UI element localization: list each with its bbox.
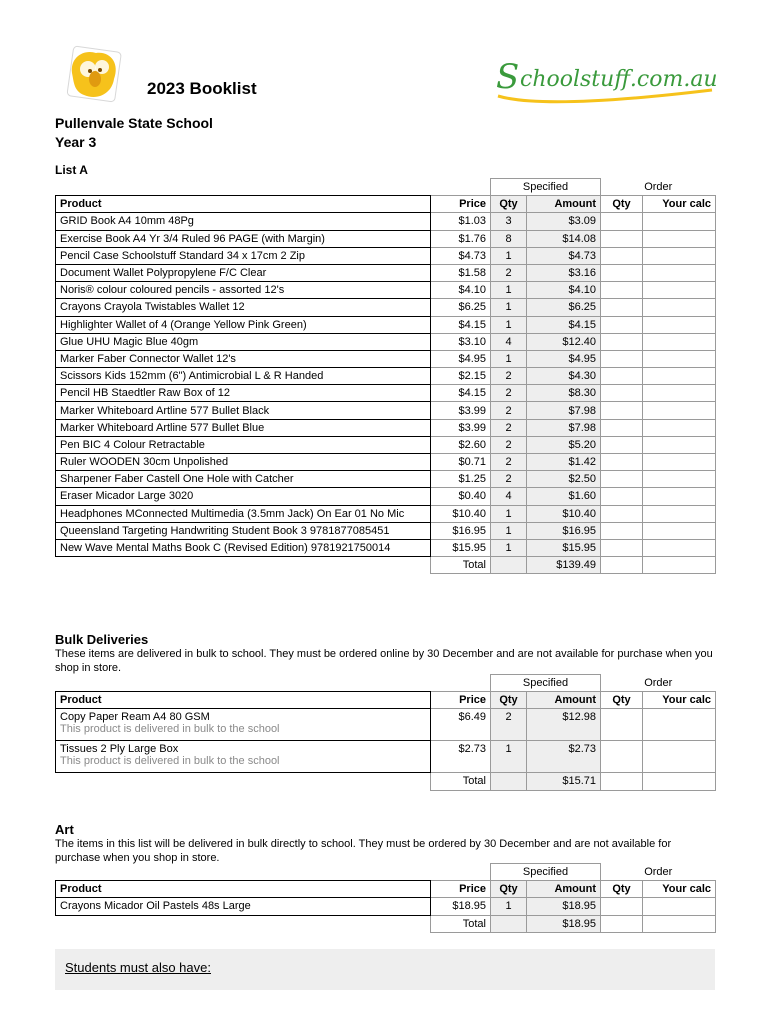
product-cell (56, 368, 431, 385)
order-qty-input[interactable] (601, 488, 643, 505)
total-amount: $139.49 (527, 557, 601, 574)
price-cell: $1.58 (431, 264, 491, 281)
price-column-header: Price (431, 196, 491, 213)
product-name: Eraser Micador Large 3020 (60, 490, 194, 503)
svg-text:S: S (496, 57, 520, 97)
price-cell: $16.95 (431, 522, 491, 539)
product-cell (56, 488, 431, 505)
order-qty-input[interactable] (601, 316, 643, 333)
qty-cell: 1 (491, 316, 527, 333)
group-header-row (56, 179, 716, 196)
amount-cell: $18.95 (527, 898, 601, 915)
your-calc-input[interactable] (643, 741, 716, 773)
order-qty-input[interactable] (601, 213, 643, 230)
order-qty-input[interactable] (601, 350, 643, 367)
product-cell (56, 898, 431, 915)
table-row (56, 539, 716, 556)
your-calc-input[interactable] (643, 350, 716, 367)
blank-cell (491, 557, 527, 574)
amount-column-header: Amount (527, 196, 601, 213)
schoolstuff-logo (492, 52, 720, 104)
your-calc-input[interactable] (643, 488, 716, 505)
amount-cell: $8.30 (527, 385, 601, 402)
your-calc-total-input[interactable] (643, 557, 716, 574)
price-cell: $0.71 (431, 454, 491, 471)
price-cell: $6.25 (431, 299, 491, 316)
price-cell: $4.10 (431, 282, 491, 299)
blank-cell (56, 864, 431, 881)
order-qty-input[interactable] (601, 402, 643, 419)
table-row (56, 213, 716, 230)
order-qty-input[interactable] (601, 247, 643, 264)
order-total-input[interactable] (601, 773, 643, 790)
order-header: Order (644, 180, 673, 193)
product-cell (56, 402, 431, 419)
amount-cell: $3.16 (527, 264, 601, 281)
product-cell (56, 505, 431, 522)
price-cell: $2.60 (431, 436, 491, 453)
product-name: Headphones MConnected Multimedia (3.5mm Jack) On Ear 01 No Mic (60, 507, 405, 520)
your-calc-input[interactable] (643, 299, 716, 316)
product-cell (56, 419, 431, 436)
price-cell: $4.73 (431, 247, 491, 264)
product-name: Queensland Targeting Handwriting Student Book 3 9781877085451 (60, 524, 390, 537)
product-name: Marker Whiteboard Artline 577 Bullet Blue (60, 421, 265, 434)
qty-cell: 2 (491, 264, 527, 281)
price-cell: $4.95 (431, 350, 491, 367)
amount-cell: $12.98 (527, 709, 601, 741)
bulk-deliveries-title: Bulk Deliveries (55, 632, 149, 647)
total-row (56, 915, 716, 932)
qty-cell: 1 (491, 741, 527, 773)
amount-cell: $7.98 (527, 419, 601, 436)
table-row (56, 368, 716, 385)
order-qty-input[interactable] (601, 264, 643, 281)
product-name: Pen BIC 4 Colour Retractable (60, 438, 205, 451)
product-cell (56, 385, 431, 402)
product-cell (56, 471, 431, 488)
table-row (56, 350, 716, 367)
students-must-also-have-label: Students must also have: (65, 960, 211, 975)
product-name: Crayons Crayola Twistables Wallet 12 (60, 301, 245, 314)
your-calc-input[interactable] (643, 709, 716, 741)
your-calc-input[interactable] (643, 522, 716, 539)
price-cell: $2.73 (431, 741, 491, 773)
order-header: Order (644, 676, 673, 689)
table-row (56, 454, 716, 471)
order-qty-input[interactable] (601, 333, 643, 350)
product-cell (56, 264, 431, 281)
amount-cell: $4.15 (527, 316, 601, 333)
price-cell: $3.10 (431, 333, 491, 350)
order-qty-input[interactable] (601, 505, 643, 522)
product-name: Pencil Case Schoolstuff Standard 34 x 17cm 2 Zip (60, 249, 305, 262)
your-calc-input[interactable] (643, 471, 716, 488)
product-column-header: Product (56, 196, 431, 213)
booklist-title: 2023 Booklist (147, 79, 257, 98)
your-calc-total-input[interactable] (643, 915, 716, 932)
product-name: Sharpener Faber Castell One Hole with Catcher (60, 473, 294, 486)
order-qty-input[interactable] (601, 368, 643, 385)
your-calc-input[interactable] (643, 213, 716, 230)
price-cell: $1.03 (431, 213, 491, 230)
qty-cell: 2 (491, 385, 527, 402)
amount-cell: $5.20 (527, 436, 601, 453)
order-qty-input[interactable] (601, 539, 643, 556)
qty-cell: 1 (491, 282, 527, 299)
table-row (56, 282, 716, 299)
table-row (56, 898, 716, 915)
table-row (56, 230, 716, 247)
order-qty-input[interactable] (601, 419, 643, 436)
table-row (56, 264, 716, 281)
table-row (56, 402, 716, 419)
svg-text:choolstuff.com.au: choolstuff.com.au (520, 67, 718, 92)
qty-column-header: Qty (491, 196, 527, 213)
order-total-input[interactable] (601, 557, 643, 574)
product-name: Glue UHU Magic Blue 40gm (60, 335, 199, 348)
product-cell (56, 213, 431, 230)
your-calc-input[interactable] (643, 333, 716, 350)
your-calc-column-header: Your calc (643, 196, 716, 213)
price-cell: $0.40 (431, 488, 491, 505)
order-qty-input[interactable] (601, 522, 643, 539)
amount-cell: $14.08 (527, 230, 601, 247)
blank-cell (56, 773, 431, 790)
price-cell: $3.99 (431, 402, 491, 419)
total-label: Total (431, 773, 491, 790)
product-cell (56, 350, 431, 367)
product-cell (56, 709, 431, 741)
table-row (56, 471, 716, 488)
amount-cell: $4.10 (527, 282, 601, 299)
qty-cell: 2 (491, 436, 527, 453)
total-amount: $15.71 (527, 773, 601, 790)
product-cell (56, 316, 431, 333)
total-row (56, 557, 716, 574)
blank-cell (491, 915, 527, 932)
column-header-row (56, 692, 716, 709)
product-name: Marker Whiteboard Artline 577 Bullet Black (60, 404, 270, 417)
price-cell: $2.15 (431, 368, 491, 385)
price-column-header: Price (431, 881, 491, 898)
total-label: Total (431, 915, 491, 932)
table-row (56, 333, 716, 350)
price-cell: $1.25 (431, 471, 491, 488)
qty-column-header: Qty (491, 881, 527, 898)
product-cell (56, 282, 431, 299)
total-label: Total (431, 557, 491, 574)
amount-cell: $1.42 (527, 454, 601, 471)
qty-cell: 1 (491, 539, 527, 556)
qty-cell: 4 (491, 333, 527, 350)
qty-column-header: Qty (491, 692, 527, 709)
amount-cell: $4.73 (527, 247, 601, 264)
product-name: New Wave Mental Maths Book C (Revised Edition) 9781921750014 (60, 542, 391, 555)
qty-cell: 2 (491, 709, 527, 741)
your-calc-input[interactable] (643, 419, 716, 436)
order-qty-input[interactable] (601, 454, 643, 471)
bulk-delivery-note: This product is delivered in bulk to the school (60, 723, 280, 736)
specified-header: Specified (491, 179, 601, 196)
price-cell: $3.99 (431, 419, 491, 436)
product-column-header: Product (56, 692, 431, 709)
table-row (56, 505, 716, 522)
order-qty-input[interactable] (601, 230, 643, 247)
product-name: Marker Faber Connector Wallet 12's (60, 352, 236, 365)
qty-cell: 8 (491, 230, 527, 247)
product-cell (56, 299, 431, 316)
product-name: Crayons Micador Oil Pastels 48s Large (60, 900, 251, 913)
qty-cell: 2 (491, 454, 527, 471)
qty-cell: 1 (491, 522, 527, 539)
product-name: Highlighter Wallet of 4 (Orange Yellow Pink Green) (60, 318, 307, 331)
total-row (56, 773, 716, 790)
price-cell: $6.49 (431, 709, 491, 741)
order-qty-input[interactable] (601, 741, 643, 773)
table-row (56, 709, 716, 741)
order-qty-input[interactable] (601, 436, 643, 453)
your-calc-column-header: Your calc (643, 881, 716, 898)
amount-cell: $6.25 (527, 299, 601, 316)
amount-cell: $10.40 (527, 505, 601, 522)
group-header-row (56, 864, 716, 881)
qty-cell: 1 (491, 299, 527, 316)
amount-cell: $2.73 (527, 741, 601, 773)
your-calc-input[interactable] (643, 282, 716, 299)
price-column-header: Price (431, 692, 491, 709)
price-cell: $4.15 (431, 385, 491, 402)
blank-cell (431, 179, 491, 196)
product-cell (56, 454, 431, 471)
qty-cell: 1 (491, 350, 527, 367)
table-row (56, 385, 716, 402)
product-cell (56, 247, 431, 264)
school-name: Pullenvale State School (55, 115, 213, 131)
qty-cell: 1 (491, 505, 527, 522)
art-table (55, 863, 716, 933)
your-calc-input[interactable] (643, 316, 716, 333)
specified-header: Specified (491, 675, 601, 692)
your-calc-total-input[interactable] (643, 773, 716, 790)
koala-logo-icon (62, 43, 126, 107)
art-title: Art (55, 822, 74, 837)
table-row (56, 316, 716, 333)
order-qty-column-header: Qty (601, 881, 643, 898)
order-qty-input[interactable] (601, 299, 643, 316)
table-row (56, 247, 716, 264)
product-cell (56, 333, 431, 350)
order-total-input[interactable] (601, 915, 643, 932)
product-cell (56, 741, 431, 773)
bulk-delivery-note: This product is delivered in bulk to the school (60, 755, 280, 768)
qty-cell: 4 (491, 488, 527, 505)
price-cell: $10.40 (431, 505, 491, 522)
qty-cell: 1 (491, 247, 527, 264)
amount-column-header: Amount (527, 881, 601, 898)
table-row (56, 522, 716, 539)
qty-cell: 1 (491, 898, 527, 915)
qty-cell: 2 (491, 368, 527, 385)
your-calc-input[interactable] (643, 247, 716, 264)
product-name: Noris® colour coloured pencils - assorted 12's (60, 284, 285, 297)
column-header-row (56, 196, 716, 213)
table-row (56, 436, 716, 453)
product-name: Ruler WOODEN 30cm Unpolished (60, 456, 229, 469)
table-row (56, 741, 716, 773)
group-header-row (56, 675, 716, 692)
table-row (56, 419, 716, 436)
product-name: Tissues 2 Ply Large Box (60, 743, 179, 756)
blank-cell (56, 915, 431, 932)
your-calc-input[interactable] (643, 505, 716, 522)
product-name: Pencil HB Staedtler Raw Box of 12 (60, 387, 230, 400)
product-cell (56, 522, 431, 539)
order-qty-column-header: Qty (601, 196, 643, 213)
year-level: Year 3 (55, 134, 97, 150)
order-header: Order (644, 865, 673, 878)
your-calc-input[interactable] (643, 898, 716, 915)
order-qty-input[interactable] (601, 385, 643, 402)
qty-cell: 3 (491, 213, 527, 230)
product-column-header: Product (56, 881, 431, 898)
order-qty-column-header: Qty (601, 692, 643, 709)
product-name: GRID Book A4 10mm 48Pg (60, 215, 194, 228)
price-cell: $1.76 (431, 230, 491, 247)
order-qty-input[interactable] (601, 282, 643, 299)
list-a-table (55, 178, 716, 574)
price-cell: $4.15 (431, 316, 491, 333)
product-cell (56, 436, 431, 453)
your-calc-input[interactable] (643, 402, 716, 419)
your-calc-input[interactable] (643, 539, 716, 556)
product-cell (56, 230, 431, 247)
order-qty-input[interactable] (601, 898, 643, 915)
product-name: Scissors Kids 152mm (6") Antimicrobial L & R Handed (60, 370, 324, 383)
your-calc-input[interactable] (643, 368, 716, 385)
qty-cell: 2 (491, 419, 527, 436)
blank-cell (431, 675, 491, 692)
product-cell (56, 539, 431, 556)
blank-cell (431, 864, 491, 881)
your-calc-input[interactable] (643, 230, 716, 247)
price-cell: $15.95 (431, 539, 491, 556)
price-cell: $18.95 (431, 898, 491, 915)
your-calc-input[interactable] (643, 436, 716, 453)
blank-cell (56, 179, 431, 196)
blank-cell (491, 773, 527, 790)
blank-cell (56, 675, 431, 692)
product-name: Exercise Book A4 Yr 3/4 Ruled 96 PAGE (with Margin) (60, 232, 325, 245)
amount-cell: $15.95 (527, 539, 601, 556)
amount-column-header: Amount (527, 692, 601, 709)
table-row (56, 299, 716, 316)
qty-cell: 2 (491, 402, 527, 419)
your-calc-input[interactable] (643, 454, 716, 471)
students-must-also-have-panel (55, 949, 715, 990)
your-calc-column-header: Your calc (643, 692, 716, 709)
total-amount: $18.95 (527, 915, 601, 932)
order-qty-input[interactable] (601, 471, 643, 488)
column-header-row (56, 881, 716, 898)
amount-cell: $16.95 (527, 522, 601, 539)
qty-cell: 2 (491, 471, 527, 488)
amount-cell: $12.40 (527, 333, 601, 350)
your-calc-input[interactable] (643, 385, 716, 402)
amount-cell: $7.98 (527, 402, 601, 419)
school-heading (55, 114, 213, 152)
product-name: Copy Paper Ream A4 80 GSM (60, 711, 210, 724)
list-a-title: List A (55, 163, 88, 177)
bulk-deliveries-description: These items are delivered in bulk to school. They must be ordered online by 30 December and are not available for purchase when you shop in store. (55, 648, 713, 674)
table-row (56, 488, 716, 505)
amount-cell: $4.30 (527, 368, 601, 385)
art-description: The items in this list will be delivered in bulk directly to school. They must be ordered by 30 December and are not available for purchase when you shop in store. (55, 838, 672, 864)
order-qty-input[interactable] (601, 709, 643, 741)
specified-header: Specified (491, 864, 601, 881)
your-calc-input[interactable] (643, 264, 716, 281)
amount-cell: $2.50 (527, 471, 601, 488)
amount-cell: $3.09 (527, 213, 601, 230)
blank-cell (56, 557, 431, 574)
product-name: Document Wallet Polypropylene F/C Clear (60, 267, 267, 280)
bulk-deliveries-table (55, 674, 716, 791)
amount-cell: $1.60 (527, 488, 601, 505)
amount-cell: $4.95 (527, 350, 601, 367)
